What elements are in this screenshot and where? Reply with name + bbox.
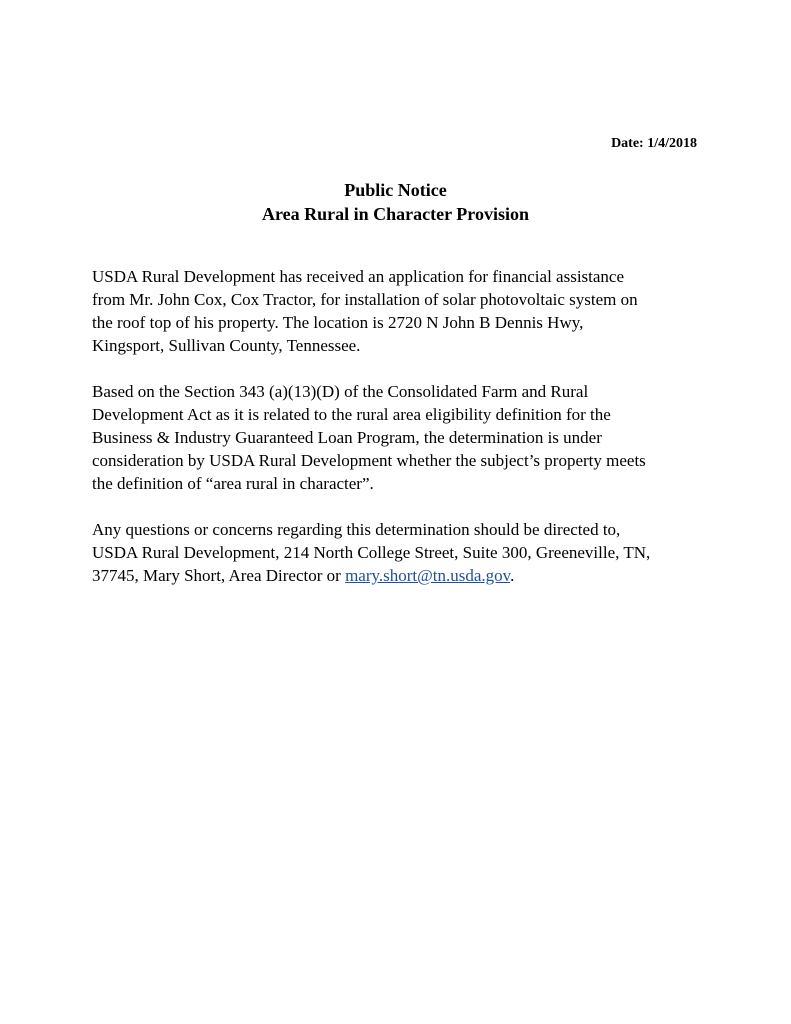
paragraph-line: Business & Industry Guaranteed Loan Program, the determination is under: [92, 428, 602, 447]
paragraph-line: Development Act as it is related to the rural area eligibility definition for the: [92, 405, 611, 424]
paragraph-application: [92, 265, 712, 357]
paragraph-line: from Mr. John Cox, Cox Tractor, for installation of solar photovoltaic system on: [92, 290, 638, 309]
paragraph-contact: [92, 518, 712, 587]
paragraph-line: [92, 564, 712, 587]
page-title: Public Notice: [344, 180, 447, 200]
contact-suffix: .: [510, 566, 515, 585]
notice-body: [92, 265, 712, 610]
paragraph-line: Any questions or concerns regarding this determination should be directed to,: [92, 520, 621, 539]
contact-prefix: 37745, Mary Short, Area Director or: [92, 566, 346, 585]
paragraph-line: USDA Rural Development has received an application for financial assistance: [92, 267, 625, 286]
paragraph-line: Kingsport, Sullivan County, Tennessee.: [92, 336, 361, 355]
title-block: [0, 178, 791, 226]
notice-date: Date: 1/4/2018: [611, 136, 697, 151]
paragraph-line: USDA Rural Development, 214 North College Street, Suite 300, Greeneville, TN,: [92, 543, 651, 562]
paragraph-line: the roof top of his property. The location is 2720 N John B Dennis Hwy,: [92, 313, 584, 332]
paragraph-determination: [92, 380, 712, 495]
paragraph-line: consideration by USDA Rural Development whether the subject’s property meets: [92, 451, 646, 470]
paragraph-line: the definition of “area rural in character”.: [92, 474, 374, 493]
email-link[interactable]: mary.short@tn.usda.gov: [345, 566, 511, 585]
paragraph-line: Based on the Section 343 (a)(13)(D) of the Consolidated Farm and Rural: [92, 382, 589, 401]
page-subtitle: Area Rural in Character Provision: [262, 204, 529, 224]
